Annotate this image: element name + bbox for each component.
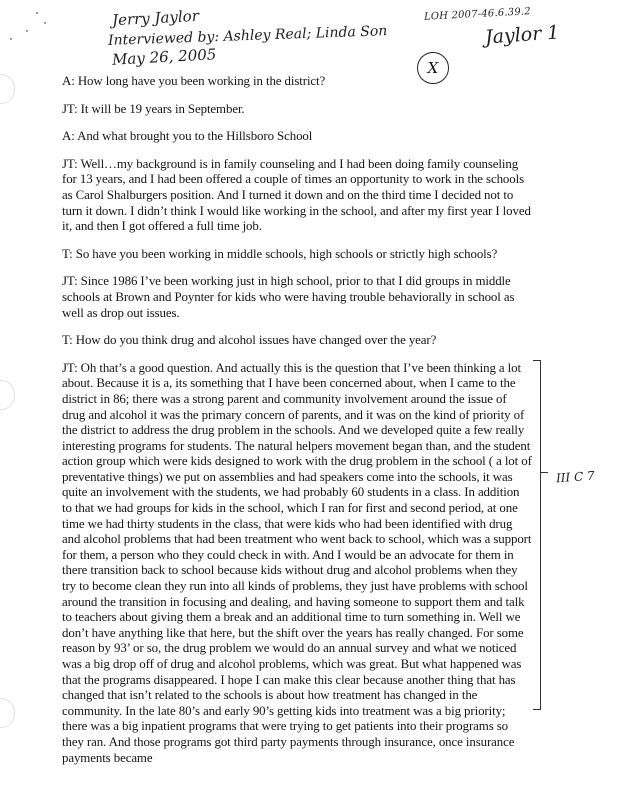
paragraph-text: Since 1986 I’ve been working just in high school, prior to that I did groups in middle schools at Brown and Poynter for kids who were having trouble behaviorally in school as well as drop out issues. [62, 274, 515, 320]
paragraph-text: Oh that’s a good question. And actually this is the question that I’ve been thinking a lot about. Because it is a, its something that I have been concerned about, when I came to the district in 86; there was a strong parent and community involvement around the issue of drug and alcohol it was the primary concern of parents, and it was on the kind of priority of the district to address the drug problem in the schools. And we developed quite a few really interesting programs for students. The natural helpers movement began than, and the student action group which were kids designed to work with the drug problem in the school ( a lot of preventative things) we put on assemblies and had speakers come into the schools, it was quite an involvement with the students, we had probably 60 students in a class. In addition to that we had groups for kids in the school, which I ran for first and second period, at one time we had thirty students in the class, that were kids who had been identified with drug and alcohol problems that had been treatment who went back to school, which was a support for them, a person who they could check in with. And I would be an advocate for them in there transition back to school because kids without drug and alcohol problems when they try to become clean they run into all kinds of problems, they just have problems with school around the transition in focusing and dealing, and having someone to support them and talk to teachers about giving them a break and an additional time to turn something in. Well we don’t have anything like that here, but the shift over the years has really changed. For some reason by 93’ or so, the drug problem we would do an annual survey and what we noticed was a big drop off of drug and alcohol problems, which was great. But what happened was that the programs disappeared. I hope I can make this clear because another thing that has changed that isn’t related to the schools is about how treatment has changed in the community. In the late 80’s and early 90’s getting kids into treatment was a big priority; there was a big inpatient programs that were trying to get patients into their programs so they ran. And those programs got third party payments through insurance, once insurance payments became [62, 360, 532, 765]
handwritten-interviewer-line: Interviewed by: Ashley Real; Linda Son [107, 23, 388, 49]
paragraph-text: So have you been working in middle schools, high schools or strictly high schools? [75, 246, 498, 261]
transcript-paragraph: A: And what brought you to the Hillsboro School [62, 129, 313, 144]
speaker-label: JT [62, 101, 75, 116]
scan-speck [26, 30, 28, 32]
punch-hole-bottom [0, 698, 15, 728]
transcript-paragraph: JT: It will be 19 years in September. [62, 101, 245, 116]
scan-speck [44, 22, 46, 24]
speaker-label: T [62, 333, 70, 348]
speaker-label: JT [62, 274, 75, 289]
transcript-paragraph: JT: Well…my background is in family counseling and I had been doing family counseling for 13 years, and I had been offered a couple of times an opportunity to work in the schools as Carol Shalburgers position. And I turned it down and on the third time I decided not to turn it down. I didn’t think I would like working in the school, and after my first year I loved it, and then I got offered a full time job. [62, 156, 531, 234]
scan-speck [36, 12, 38, 14]
transcript-paragraph: T: So have you been working in middle schools, high schools or strictly high schools? [62, 246, 498, 261]
transcript-paragraph: T: How do you think drug and alcohol issues have changed over the year? [62, 333, 437, 348]
transcript-paragraph: JT: Since 1986 I’ve been working just in high school, prior to that I did groups in middle schools at Brown and Poynter for kids who were having trouble behaviorally in school as well as drop out issues. [62, 274, 515, 320]
transcript-body [62, 74, 532, 778]
handwritten-page-label: Jaylor 1 [484, 21, 561, 49]
transcript-paragraph: JT: Oh that’s a good question. And actually this is the question that I’ve been thinking a lot about. Because it is a, its something that I have been concerned about, when I came to the district in 86; there was a strong parent and community involvement around the issue of drug and alcohol it was the primary concern of parents, and it was on the kind of priority of the district to address the drug problem in the schools. And we developed quite a few really interesting programs for students. The natural helpers movement began than, and the student action group which were kids designed to work with the drug problem in the school ( a lot of preventative things) we put on assemblies and had speakers come into the schools, it was quite an involvement with the students, we had probably 60 students in a class. In addition to that we had groups for kids in the school, which I ran for first and second period, at one time we had thirty students in the class, that were kids who had been identified with drug and alcohol problems that had been treatment who went back to school, which was a support for them, a person who they could check in with. And I would be an advocate for them in there transition back to school because kids without drug and alcohol problems when they try to become clean they run into all kinds of problems, they just have problems with school around the transition in focusing and dealing, and having someone to support them and talk to teachers about giving them a break and an additional time to turn something in. Well we don’t have anything like that here, but the shift over the years has really changed. For some reason by 93’ or so, the drug problem we would do an annual survey and what we noticed was a big drop off of drug and alcohol problems, which was great. But what happened was that the programs disappeared. I hope I can make this clear because another thing that has changed that isn’t related to the schools is about how treatment has changed in the community. In the late 80’s and early 90’s getting kids into treatment was a big priority; there was a big inpatient programs that were trying to get patients into their programs so they ran. And those programs got third party payments through insurance, once insurance payments became [62, 360, 532, 765]
handwritten-date: May 26, 2005 [111, 45, 217, 69]
margin-bracket-tick [540, 472, 548, 473]
paragraph-text: And what brought you to the Hillsboro School [77, 129, 313, 144]
paragraph-text: Well…my background is in family counseling and I had been doing family counseling for 13 years, and I had been offered a couple of times an opportunity to work in the schools as Carol Shalburgers position. And I turned it down and on the third time I decided not to turn it down. I didn’t think I would like working in the school, and after my first year I loved it, and then I got offered a full time job. [62, 156, 531, 234]
handwritten-margin-note: III C 7 [555, 468, 596, 486]
circled-x-mark: X [417, 52, 449, 84]
transcript-paragraph: A: How long have you been working in the district? [62, 74, 326, 88]
punch-hole-top [0, 74, 15, 104]
speaker-label: JT [62, 156, 75, 171]
punch-hole-middle [0, 380, 15, 410]
speaker-label: A [62, 74, 72, 88]
paragraph-text: How long have you been working in the district? [77, 74, 326, 88]
speaker-label: A [62, 129, 72, 144]
paragraph-text: It will be 19 years in September. [80, 101, 245, 116]
handwritten-accession-number: LOH 2007-46.6.39.2 [423, 6, 532, 23]
speaker-label: T [62, 246, 70, 261]
paragraph-text: How do you think drug and alcohol issues have changed over the year? [75, 333, 437, 348]
handwritten-interviewee-name: Jerry Jaylor [111, 6, 200, 30]
speaker-label: JT [62, 360, 75, 375]
scan-speck [10, 38, 12, 40]
margin-bracket [533, 360, 541, 710]
